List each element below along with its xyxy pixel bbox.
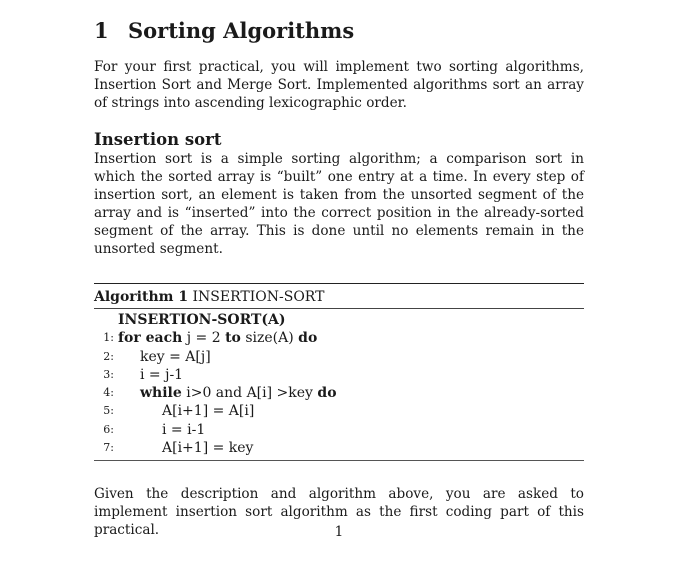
page-number: 1: [334, 524, 344, 540]
algorithm-caption: [94, 284, 584, 309]
algorithm-block: [94, 283, 584, 461]
algorithm-line: [94, 348, 584, 366]
algorithm-line: [94, 366, 584, 384]
code-text: A[i+1] = A[i]: [162, 403, 255, 420]
algorithm-header-line: [94, 311, 584, 329]
line-number: 4:: [103, 386, 114, 400]
keyword: for each: [118, 330, 183, 347]
section-title: Sorting Algorithms: [128, 18, 355, 43]
algorithm-label: Algorithm 1: [94, 289, 189, 305]
algorithm-line: [94, 402, 584, 420]
keyword: do: [317, 385, 337, 402]
line-code: [140, 384, 337, 402]
intro-paragraph: For your first practical, you will implement two sorting algorithms, Insertion Sort and Merge Sort. Implemented algorithms sort an array of strings into ascending lexicographic order.: [94, 59, 584, 111]
document-page: [94, 18, 584, 539]
code-text: size(A): [240, 330, 299, 347]
line-number: 3:: [103, 367, 114, 381]
code-text: j = 2: [182, 330, 226, 347]
keyword: while: [140, 385, 182, 402]
line-number: 5:: [103, 404, 114, 418]
keyword: do: [298, 330, 318, 347]
algorithm-line: [94, 439, 584, 457]
line-number: 2:: [103, 349, 114, 363]
algorithm-line: [94, 329, 584, 347]
code-text: i = j-1: [140, 366, 184, 383]
algorithm-line: [94, 421, 584, 439]
subsection-heading-insertion-sort: Insertion sort: [94, 130, 222, 149]
algorithm-signature: INSERTION-SORT(A): [118, 312, 286, 328]
line-code: [118, 329, 317, 347]
algorithm-line: [94, 384, 584, 402]
code-text: i>0 and A[i] >key: [181, 385, 318, 402]
insertion-sort-paragraph: Insertion sort is a simple sorting algorithm; a comparison sort in which the sorted array is “built” one entry at a time. In every step of insertion sort, an element is taken from the unsorted segment of the array and is “inserted” into the correct position in the already-sorted segment of the array. This is done until no elements remain in the unsorted segment.: [94, 151, 584, 257]
line-number: 6:: [103, 422, 114, 436]
keyword: to: [225, 330, 241, 347]
outro-paragraph: Given the description and algorithm above, you are asked to implement insertion sort algorithm as the first coding part of this practical.: [94, 486, 584, 539]
section-heading: [94, 18, 584, 44]
code-text: key = A[j]: [140, 348, 211, 365]
algorithm-name: INSERTION-SORT: [192, 289, 325, 305]
code-text: A[i+1] = key: [162, 440, 254, 457]
code-text: i = i-1: [162, 421, 206, 438]
section-number: 1: [94, 18, 109, 43]
line-number: 7:: [103, 441, 114, 455]
algorithm-lines: [94, 309, 584, 457]
line-number: 1:: [103, 331, 114, 345]
